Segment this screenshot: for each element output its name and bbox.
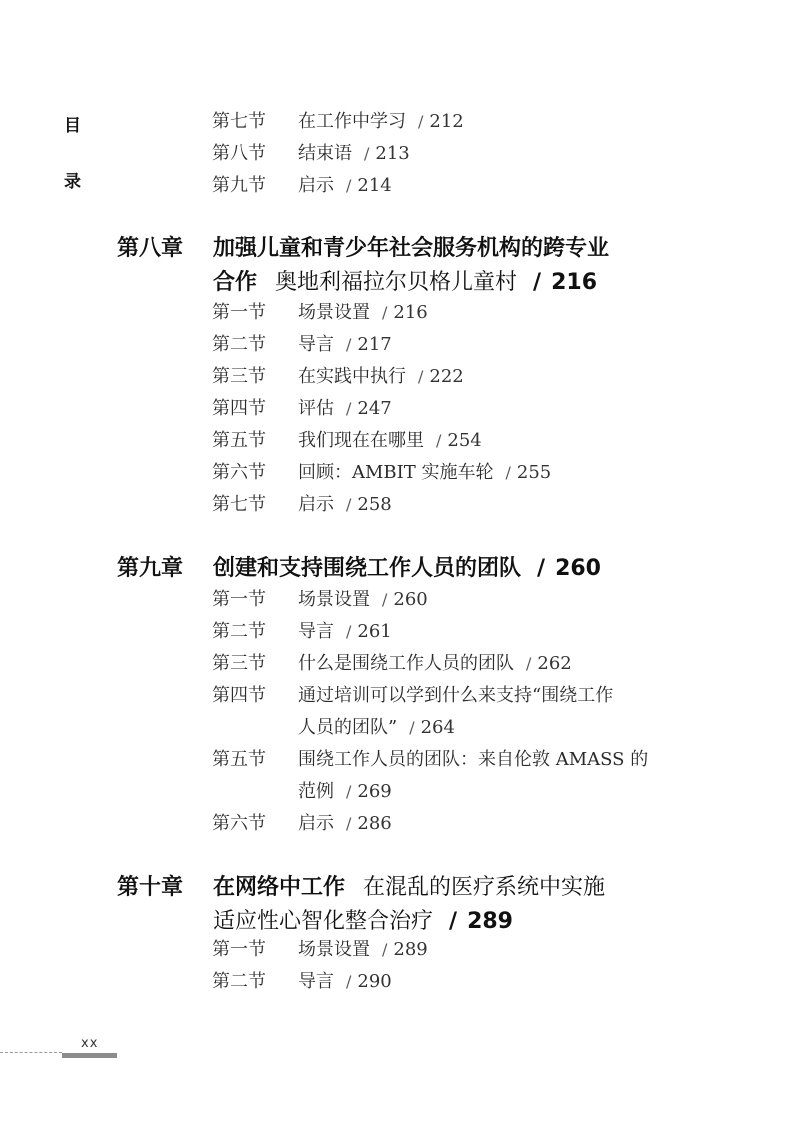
section-number: 第六节 xyxy=(212,813,266,834)
section-page: 217 xyxy=(357,334,392,355)
page-separator: / xyxy=(533,270,542,295)
section-number: 第九节 xyxy=(212,175,266,196)
toc-side-label-lu: 录 xyxy=(64,172,81,192)
page-separator: / xyxy=(537,556,546,581)
section-number: 第二节 xyxy=(212,621,266,642)
section-page: 260 xyxy=(393,589,428,610)
section-page: 290 xyxy=(357,971,392,992)
chapter-page: 260 xyxy=(555,556,601,581)
section-number: 第五节 xyxy=(212,749,266,770)
page-separator: / xyxy=(526,654,532,673)
section-title: 启示 xyxy=(298,175,334,196)
section-number: 第三节 xyxy=(212,653,266,674)
section-number: 第七节 xyxy=(212,111,266,132)
section-number: 第一节 xyxy=(212,302,266,323)
section-number: 第八节 xyxy=(212,143,266,164)
page-separator: / xyxy=(346,814,352,833)
toc-side-label-mu: 目 xyxy=(64,116,81,136)
chapter-page: 216 xyxy=(551,270,598,295)
toc-section[interactable] xyxy=(212,648,752,680)
section-page: 258 xyxy=(357,494,392,515)
toc-section[interactable] xyxy=(212,361,752,393)
chapter-title: 创建和支持围绕工作人员的团队 xyxy=(213,556,522,581)
section-page: 255 xyxy=(516,462,552,483)
chapter-subtitle-cont: 适应性心智化整合治疗 xyxy=(213,909,434,934)
section-number: 第三节 xyxy=(212,366,266,387)
toc-section[interactable] xyxy=(212,808,752,840)
section-page: 262 xyxy=(537,653,572,674)
section-title: 在工作中学习 xyxy=(298,111,406,132)
section-title: 什么是围绕工作人员的团队 xyxy=(298,653,514,674)
section-page: 261 xyxy=(357,621,392,642)
page-separator: / xyxy=(346,782,352,801)
section-page: 212 xyxy=(429,111,464,132)
footer-bar xyxy=(62,1053,117,1058)
section-title: 场景设置 xyxy=(298,589,370,610)
page-separator: / xyxy=(505,463,511,482)
page-separator: / xyxy=(364,144,370,163)
section-page: 269 xyxy=(357,781,392,802)
section-title: 结束语 xyxy=(298,143,352,164)
toc-section[interactable] xyxy=(212,616,752,648)
section-title: 围绕工作人员的团队：来自伦敦 AMASS 的 xyxy=(298,749,649,770)
toc-section[interactable] xyxy=(212,425,752,457)
chapter-number: 第九章 xyxy=(117,556,184,581)
page-separator: / xyxy=(382,303,388,322)
footer-dashed-rule xyxy=(0,1052,62,1053)
toc-section[interactable] xyxy=(212,489,752,521)
toc-section[interactable] xyxy=(212,744,752,808)
section-title: 启示 xyxy=(298,813,334,834)
section-page: 222 xyxy=(429,366,464,387)
section-title: 我们现在在哪里 xyxy=(298,430,424,451)
page-separator: / xyxy=(409,718,415,737)
toc-section[interactable] xyxy=(212,138,752,170)
page-separator: / xyxy=(436,431,442,450)
section-title: 导言 xyxy=(298,621,334,642)
section-page: 213 xyxy=(375,143,410,164)
section-title: 启示 xyxy=(298,494,334,515)
section-number: 第二节 xyxy=(212,971,266,992)
page-separator: / xyxy=(346,335,352,354)
section-number: 第四节 xyxy=(212,685,266,706)
page-separator: / xyxy=(346,399,352,418)
page-separator: / xyxy=(418,367,424,386)
page-separator: / xyxy=(346,176,352,195)
section-title: 导言 xyxy=(298,971,334,992)
section-title-cont: 人员的团队” xyxy=(298,717,398,738)
section-title: 场景设置 xyxy=(298,939,370,960)
section-title: 导言 xyxy=(298,334,334,355)
toc-section[interactable] xyxy=(212,329,752,361)
chapter-subtitle: 奥地利福拉尔贝格儿童村 xyxy=(275,270,518,295)
section-number: 第一节 xyxy=(212,939,266,960)
section-page: 286 xyxy=(357,813,392,834)
page-separator: / xyxy=(449,909,458,934)
toc-section[interactable] xyxy=(212,966,752,998)
section-number: 第五节 xyxy=(212,430,266,451)
page-folio: xx xyxy=(81,1036,99,1051)
chapter-number: 第八章 xyxy=(117,236,184,261)
chapter-subtitle: 在混乱的医疗系统中实施 xyxy=(363,875,606,900)
section-page: 254 xyxy=(447,430,482,451)
page-separator: / xyxy=(346,622,352,641)
section-title-cont: 范例 xyxy=(298,781,334,802)
section-page: 264 xyxy=(420,717,455,738)
toc-section[interactable] xyxy=(212,680,752,744)
section-page: 216 xyxy=(393,302,428,323)
chapter-page: 289 xyxy=(467,909,513,934)
toc-section[interactable] xyxy=(212,170,752,202)
section-number: 第一节 xyxy=(212,589,266,610)
chapter-title: 加强儿童和青少年社会服务机构的跨专业 xyxy=(213,236,610,261)
section-title: 场景设置 xyxy=(298,302,370,323)
toc-chapter-10[interactable] xyxy=(117,871,757,939)
section-title: 回顾：AMBIT 实施车轮 xyxy=(298,462,494,483)
section-title: 在实践中执行 xyxy=(298,366,406,387)
chapter-title-cont: 合作 xyxy=(213,270,258,295)
section-number: 第二节 xyxy=(212,334,266,355)
section-title: 通过培训可以学到什么来支持“围绕工作 xyxy=(298,685,614,706)
section-title: 评估 xyxy=(298,398,334,419)
section-number: 第七节 xyxy=(212,494,266,515)
toc-chapter-8[interactable] xyxy=(117,232,757,300)
toc-chapter-9[interactable] xyxy=(117,552,757,586)
toc-section[interactable] xyxy=(212,106,752,138)
toc-section[interactable] xyxy=(212,393,752,425)
toc-section[interactable] xyxy=(212,584,752,616)
section-number: 第四节 xyxy=(212,398,266,419)
page-separator: / xyxy=(346,495,352,514)
page-separator: / xyxy=(382,940,388,959)
section-page: 214 xyxy=(357,175,392,196)
chapter-title: 在网络中工作 xyxy=(213,875,346,900)
page-separator: / xyxy=(418,112,424,131)
chapter-number: 第十章 xyxy=(117,875,184,900)
section-page: 289 xyxy=(393,939,428,960)
toc-section[interactable] xyxy=(212,934,752,966)
page-separator: / xyxy=(382,590,388,609)
page-separator: / xyxy=(346,972,352,991)
toc-section[interactable] xyxy=(212,457,752,489)
section-number: 第六节 xyxy=(212,462,266,483)
section-page: 247 xyxy=(357,398,392,419)
toc-section[interactable] xyxy=(212,297,752,329)
